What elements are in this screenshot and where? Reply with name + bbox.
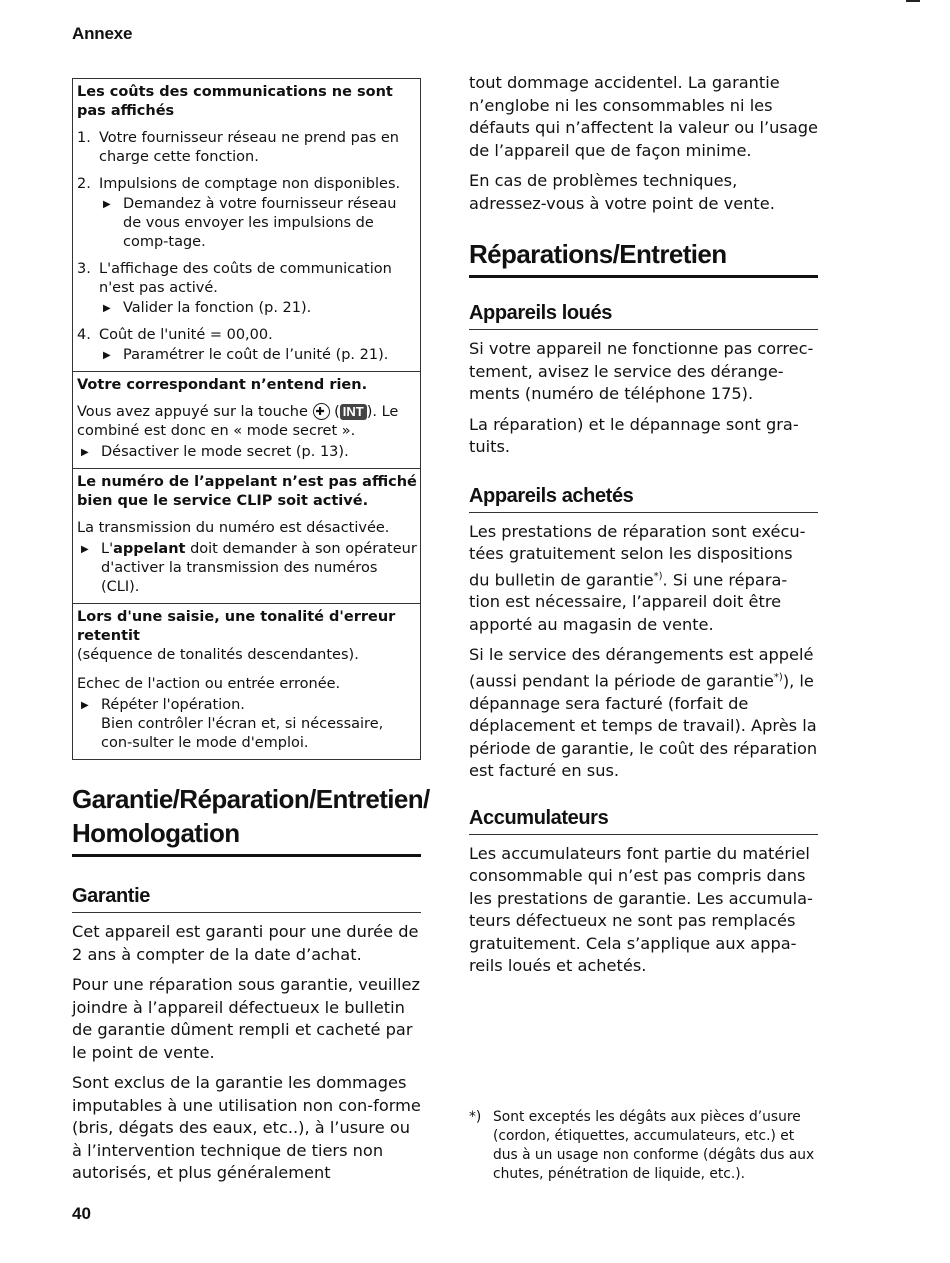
- trouble-text: La transmission du numéro est désactivée.: [77, 520, 390, 536]
- list-item: [77, 326, 417, 365]
- trouble-text: Echec de l'action ou entrée erronée.: [77, 676, 341, 692]
- text-fragment: ). Le combiné est donc en « mode secret ».: [77, 404, 399, 439]
- step-text: Demandez à votre fournisseur réseau de vous envoyer les impulsions de comp-tage.: [123, 196, 397, 250]
- paragraph: En cas de problèmes techniques, adressez-vous à votre point de vente.: [469, 171, 775, 213]
- running-head: Annexe: [72, 24, 133, 43]
- text-fragment: Si le service des dérangements est appelé (aussi pendant la période de garantie: [469, 645, 814, 691]
- footnote-text: Sont exceptés les dégâts aux pièces d’usure (cordon, étiquettes, accumulateurs, etc.) et dus à un usage non conforme (dégâts dus aux chutes, pénétration de liquide, etc.).: [493, 1109, 815, 1182]
- trouble-text: Vous avez appuyé sur la touche ✚ ( INT ). Le combiné est donc en « mode secret ».: [77, 403, 417, 441]
- arrow-right-icon: ▶: [103, 303, 111, 314]
- step-text: Valider la fonction (p. 21).: [123, 300, 312, 316]
- list-text: Votre fournisseur réseau ne prend pas en charge cette fonction.: [99, 130, 399, 165]
- arrow-right-icon: ▶: [103, 199, 111, 210]
- appareils-achetes-section: [469, 483, 818, 783]
- subheading-garantie: Garantie: [72, 883, 421, 913]
- footnote: [469, 1108, 818, 1184]
- arrow-right-icon: ▶: [81, 447, 89, 458]
- troubleshooting-table: [72, 78, 421, 760]
- trouble-cell-clip: [73, 468, 420, 603]
- right-column: [469, 72, 818, 986]
- text-fragment: doit demander à son opérateur d'activer la transmission des numéros (CLI).: [101, 541, 417, 595]
- subheading-loues: Appareils loués: [469, 300, 818, 330]
- step-text: Désactiver le mode secret (p. 13).: [101, 444, 349, 460]
- arrow-right-icon: ▶: [103, 350, 111, 361]
- paragraph: Pour une réparation sous garantie, veuillez joindre à l’appareil défectueux le bulletin de garantie dûment rempli et cacheté par le point de vente.: [72, 975, 420, 1062]
- nav-key-icon: [313, 403, 330, 420]
- text-fragment: . Si une répara-tion est nécessaire, l’appareil doit être apporté au magasin de vente.: [469, 569, 788, 634]
- step-extra: Bien contrôler l'écran et, si nécessaire, con-sulter le mode d'emploi.: [101, 716, 384, 751]
- footnote-ref: *): [773, 671, 783, 683]
- list-item: [77, 175, 417, 252]
- text-fragment: ), le dépannage sera facturé (forfait de déplacement et temps de travail). Après la période de garantie, le coût des réparation est facturé en sus.: [469, 671, 818, 781]
- text-fragment: L': [101, 541, 114, 557]
- trouble-cell-secret-mode: [73, 371, 420, 468]
- section-heading-main: [72, 782, 430, 857]
- trouble-subtitle: (séquence de tonalités descendantes).: [77, 647, 359, 663]
- paragraph: Les accumulateurs font partie du matériel consommable qui n’est pas compris dans les prestations de garantie. Les accumula-teurs défectueux ne sont pas remplacés gratuitement. Cela s’applique aux appa-reils loués et achetés.: [469, 843, 813, 976]
- subheading-accumulateurs: Accumulateurs: [469, 805, 818, 835]
- garantie-continued: [469, 72, 818, 215]
- paragraph: [469, 644, 818, 782]
- trouble-title: Lors d'une saisie, une tonalité d'erreur retentit: [77, 609, 396, 644]
- list-text: L'affichage des coûts de communication n'est pas activé.: [99, 261, 392, 296]
- list-item: [77, 260, 417, 318]
- step-item: [99, 195, 417, 252]
- step-item: [77, 540, 417, 597]
- section-heading-reparations: Réparations/Entretien: [469, 237, 818, 278]
- step-text: Répéter l'opération.: [101, 697, 245, 713]
- heading-line: Homologation: [72, 818, 240, 848]
- left-column: [72, 72, 430, 1193]
- paragraph: [469, 521, 818, 637]
- subheading-achetes: Appareils achetés: [469, 483, 818, 513]
- text-fragment: Les prestations de réparation sont exécu-tées gratuitement selon les dispositions du bulletin de garantie: [469, 521, 806, 589]
- garantie-section: [72, 883, 421, 1185]
- trouble-list: [77, 129, 417, 365]
- list-text: Impulsions de comptage non disponibles.: [99, 176, 401, 192]
- trouble-title: Votre correspondant n’entend rien.: [77, 377, 368, 393]
- arrow-right-icon: ▶: [81, 700, 89, 711]
- trouble-cell-costs: [73, 78, 420, 371]
- paragraph: La réparation) et le dépannage sont gra-tuits.: [469, 414, 799, 456]
- list-text: Coût de l'unité = 00,00.: [99, 327, 273, 343]
- trouble-cell-error-tone: [73, 603, 420, 759]
- step-item: [99, 346, 417, 365]
- heading-line: Garantie/Réparation/Entretien/: [72, 784, 430, 814]
- bold-word: appelant: [113, 541, 186, 557]
- footnote-ref: *): [653, 570, 663, 582]
- paragraph: Si votre appareil ne fonctionne pas correc-tement, avisez le service des dérange-ments (numéro de téléphone 175).: [469, 339, 814, 403]
- trouble-title: Les coûts des communications ne sont pas affichés: [77, 84, 393, 119]
- trouble-title: Le numéro de l’appelant n’est pas affiché bien que le service CLIP soit activé.: [77, 474, 417, 509]
- list-item: [77, 129, 417, 167]
- step-item: [77, 443, 417, 462]
- appareils-loues-section: [469, 300, 818, 459]
- step-item: [77, 696, 417, 715]
- list-number: 2.: [77, 176, 91, 192]
- paragraph: Cet appareil est garanti pour une durée de 2 ans à compter de la date d’achat.: [72, 922, 419, 964]
- text-fragment: Vous avez appuyé sur la touche: [77, 404, 308, 420]
- list-number: 1.: [77, 130, 91, 146]
- step-item: [99, 299, 417, 318]
- list-number: 3.: [77, 261, 91, 277]
- paragraph: Sont exclus de la garantie les dommages imputables à une utilisation non con-forme (bris, dégats des eaux, etc..), à l’usure ou à l’intervention technique de tiers non autorisés, et plus généralement: [72, 1073, 421, 1182]
- arrow-right-icon: ▶: [81, 544, 89, 555]
- list-number: 4.: [77, 327, 91, 343]
- int-key-icon: INT: [340, 404, 367, 420]
- top-corner-rule: [906, 0, 920, 2]
- page-number: 40: [72, 1204, 91, 1223]
- accumulateurs-section: [469, 805, 818, 978]
- step-text: Paramétrer le coût de l’unité (p. 21).: [123, 347, 389, 363]
- footnote-mark: *): [469, 1109, 482, 1125]
- paragraph: tout dommage accidentel. La garantie n’englobe ni les consommables ni les défauts qui n’affectent la valeur ou l’usage de l’appareil que de façon minime.: [469, 73, 818, 160]
